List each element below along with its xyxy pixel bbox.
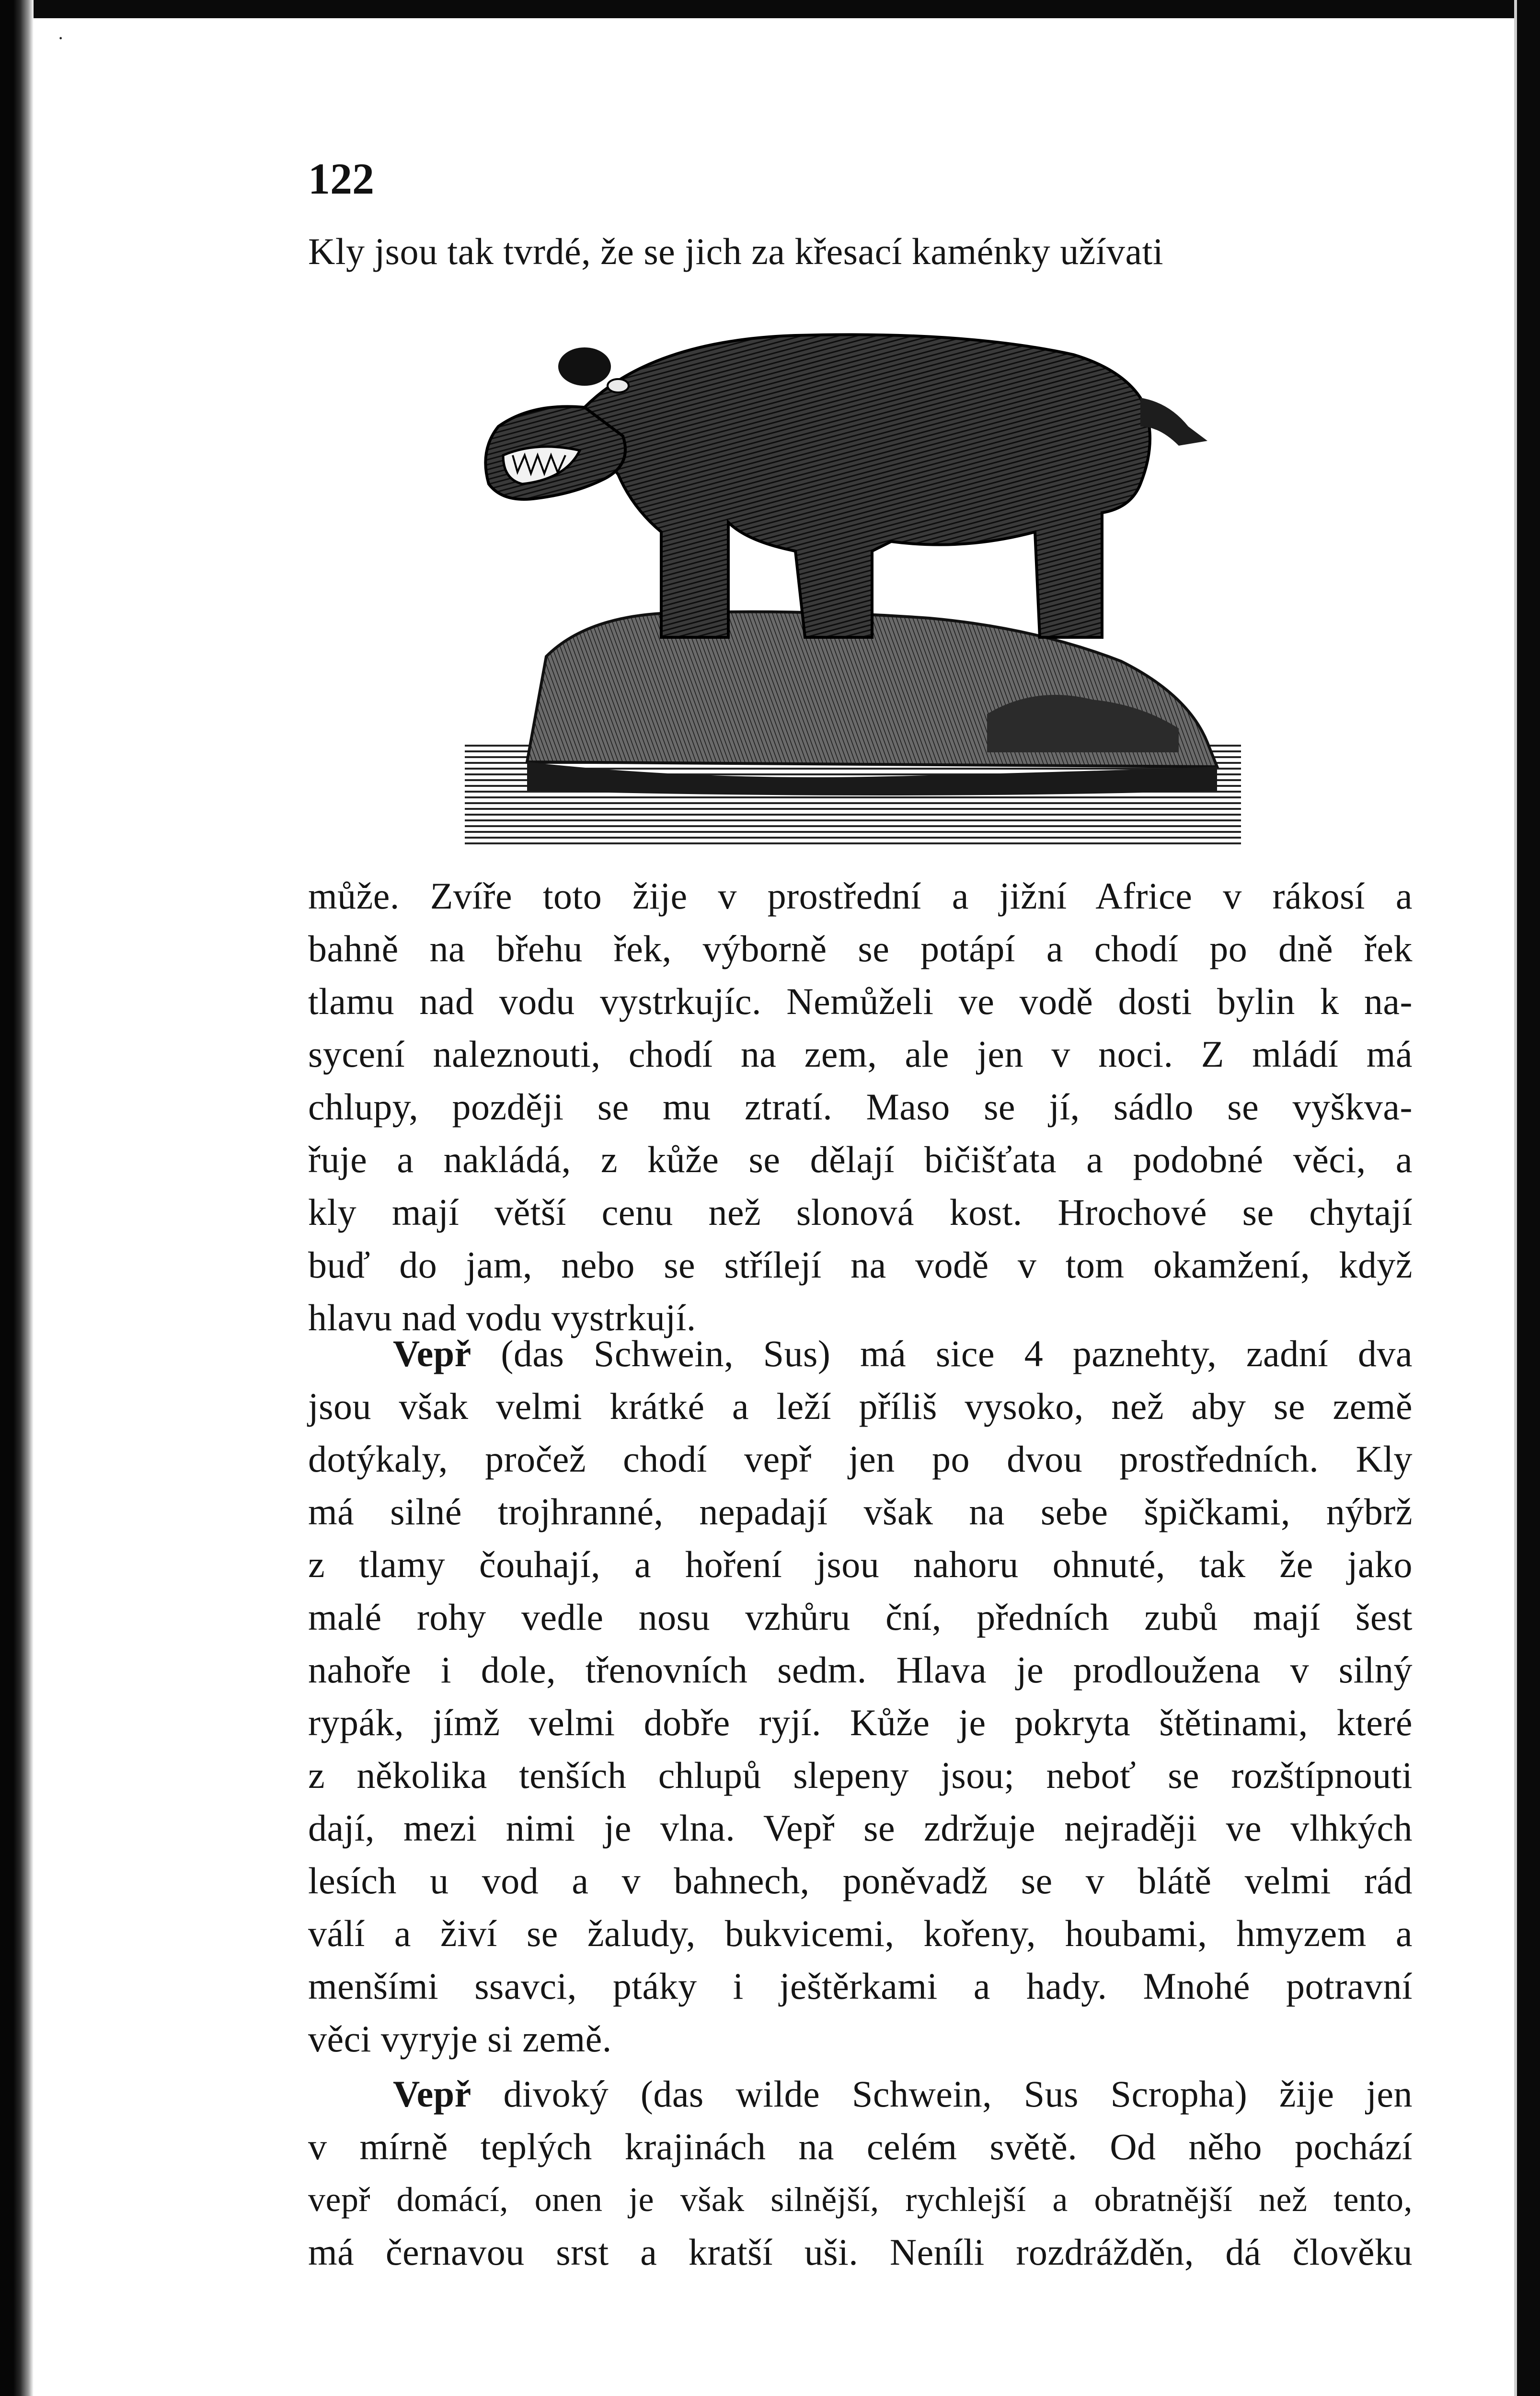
text-line: vepř domácí, onen je však silnější, rychlejší a obratnější než tento, <box>308 2180 1413 2219</box>
text-line: kly mají větší cenu než slonová kost. Hrochové se chytají <box>308 1191 1413 1233</box>
text-line: hlavu nad vodu vystrkují. <box>308 1297 696 1338</box>
text-line: z tlamy čouhají, a hoření jsou nahoru ohnuté, tak že jako <box>308 1544 1413 1585</box>
text-line: má černavou srst a kratší uši. Neníli rozdrážděn, dá člověku <box>308 2231 1413 2273</box>
text-line: dotýkaly, pročež chodí vepř jen po dvou prostředních. Kly <box>308 1438 1413 1480</box>
scan-border-top <box>0 0 1540 18</box>
scan-border-left <box>0 0 34 2396</box>
page-number: 122 <box>308 154 374 203</box>
text-span: (das Schwein, Sus) má sice 4 paznehty, zadní dva <box>471 1333 1413 1374</box>
text-line: řuje a nakládá, z kůže se dělají bičišťata a podobné věci, a <box>308 1139 1413 1180</box>
hippopotamus-illustration <box>460 283 1246 858</box>
text-line: tlamu nad vodu vystrkujíc. Nemůželi ve vodě dosti bylin k na- <box>308 980 1413 1022</box>
text-line: věci vyryje si země. <box>308 2018 612 2060</box>
text-line: lesích u vod a v bahnech, poněvadž se v blátě velmi rád <box>308 1860 1413 1901</box>
text-line: v mírně teplých krajinách na celém světě. Od něho pochází <box>308 2126 1413 2167</box>
text-line: bahně na břehu řek, výborně se potápí a chodí po dně řek <box>308 928 1413 969</box>
text-line <box>393 2068 1413 2120</box>
scan-speck: · <box>57 27 64 49</box>
text-line: buď do jam, nebo se střílejí na vodě v tom okamžení, když <box>308 1244 1413 1286</box>
hippo-body <box>575 334 1150 637</box>
text-span: divoký (das wilde Schwein, Sus Scropha) žije jen <box>471 2073 1413 2115</box>
text-line: může. Zvíře toto žije v prostřední a jižní Africe v rákosí a <box>308 875 1413 917</box>
text-line: malé rohy vedle nosu vzhůru ční, předních zubů mají šest <box>308 1596 1413 1638</box>
text-line: chlupy, později se mu ztratí. Maso se jí, sádlo se vyškva- <box>308 1086 1413 1128</box>
term-vepr: Vepř <box>393 1333 471 1374</box>
text-line: dají, mezi nimi je vlna. Vepř se zdržuje nejraději ve vlhkých <box>308 1807 1413 1849</box>
hippo-eye <box>608 379 629 392</box>
text-line: sycení naleznouti, chodí na zem, ale jen v noci. Z mládí má <box>308 1033 1413 1075</box>
text-line <box>393 1327 1413 1380</box>
hippo-ear <box>558 347 611 386</box>
term-vepr-divoky: Vepř <box>393 2073 471 2115</box>
text-line: menšími ssavci, ptáky i ještěrkami a hady. Mnohé potravní <box>308 1965 1413 2007</box>
text-line: válí a živí se žaludy, bukvicemi, kořeny, houbami, hmyzem a <box>308 1912 1413 1954</box>
text-line: nahoře i dole, třenovních sedm. Hlava je prodloužena v silný <box>308 1649 1413 1691</box>
text-line: z několika tenších chlupů slepeny jsou; neboť se rozštípnouti <box>308 1754 1413 1796</box>
text-line: má silné trojhranné, nepadají však na sebe špičkami, nýbrž <box>308 1491 1413 1532</box>
scan-border-right <box>1517 0 1540 2396</box>
text-line: jsou však velmi krátké a leží příliš vysoko, než aby se země <box>308 1385 1413 1427</box>
text-line: rypák, jímž velmi dobře ryjí. Kůže je pokryta štětinami, které <box>308 1702 1413 1743</box>
text-line: Kly jsou tak tvrdé, že se jich za křesací kaménky užívati <box>308 230 1164 272</box>
